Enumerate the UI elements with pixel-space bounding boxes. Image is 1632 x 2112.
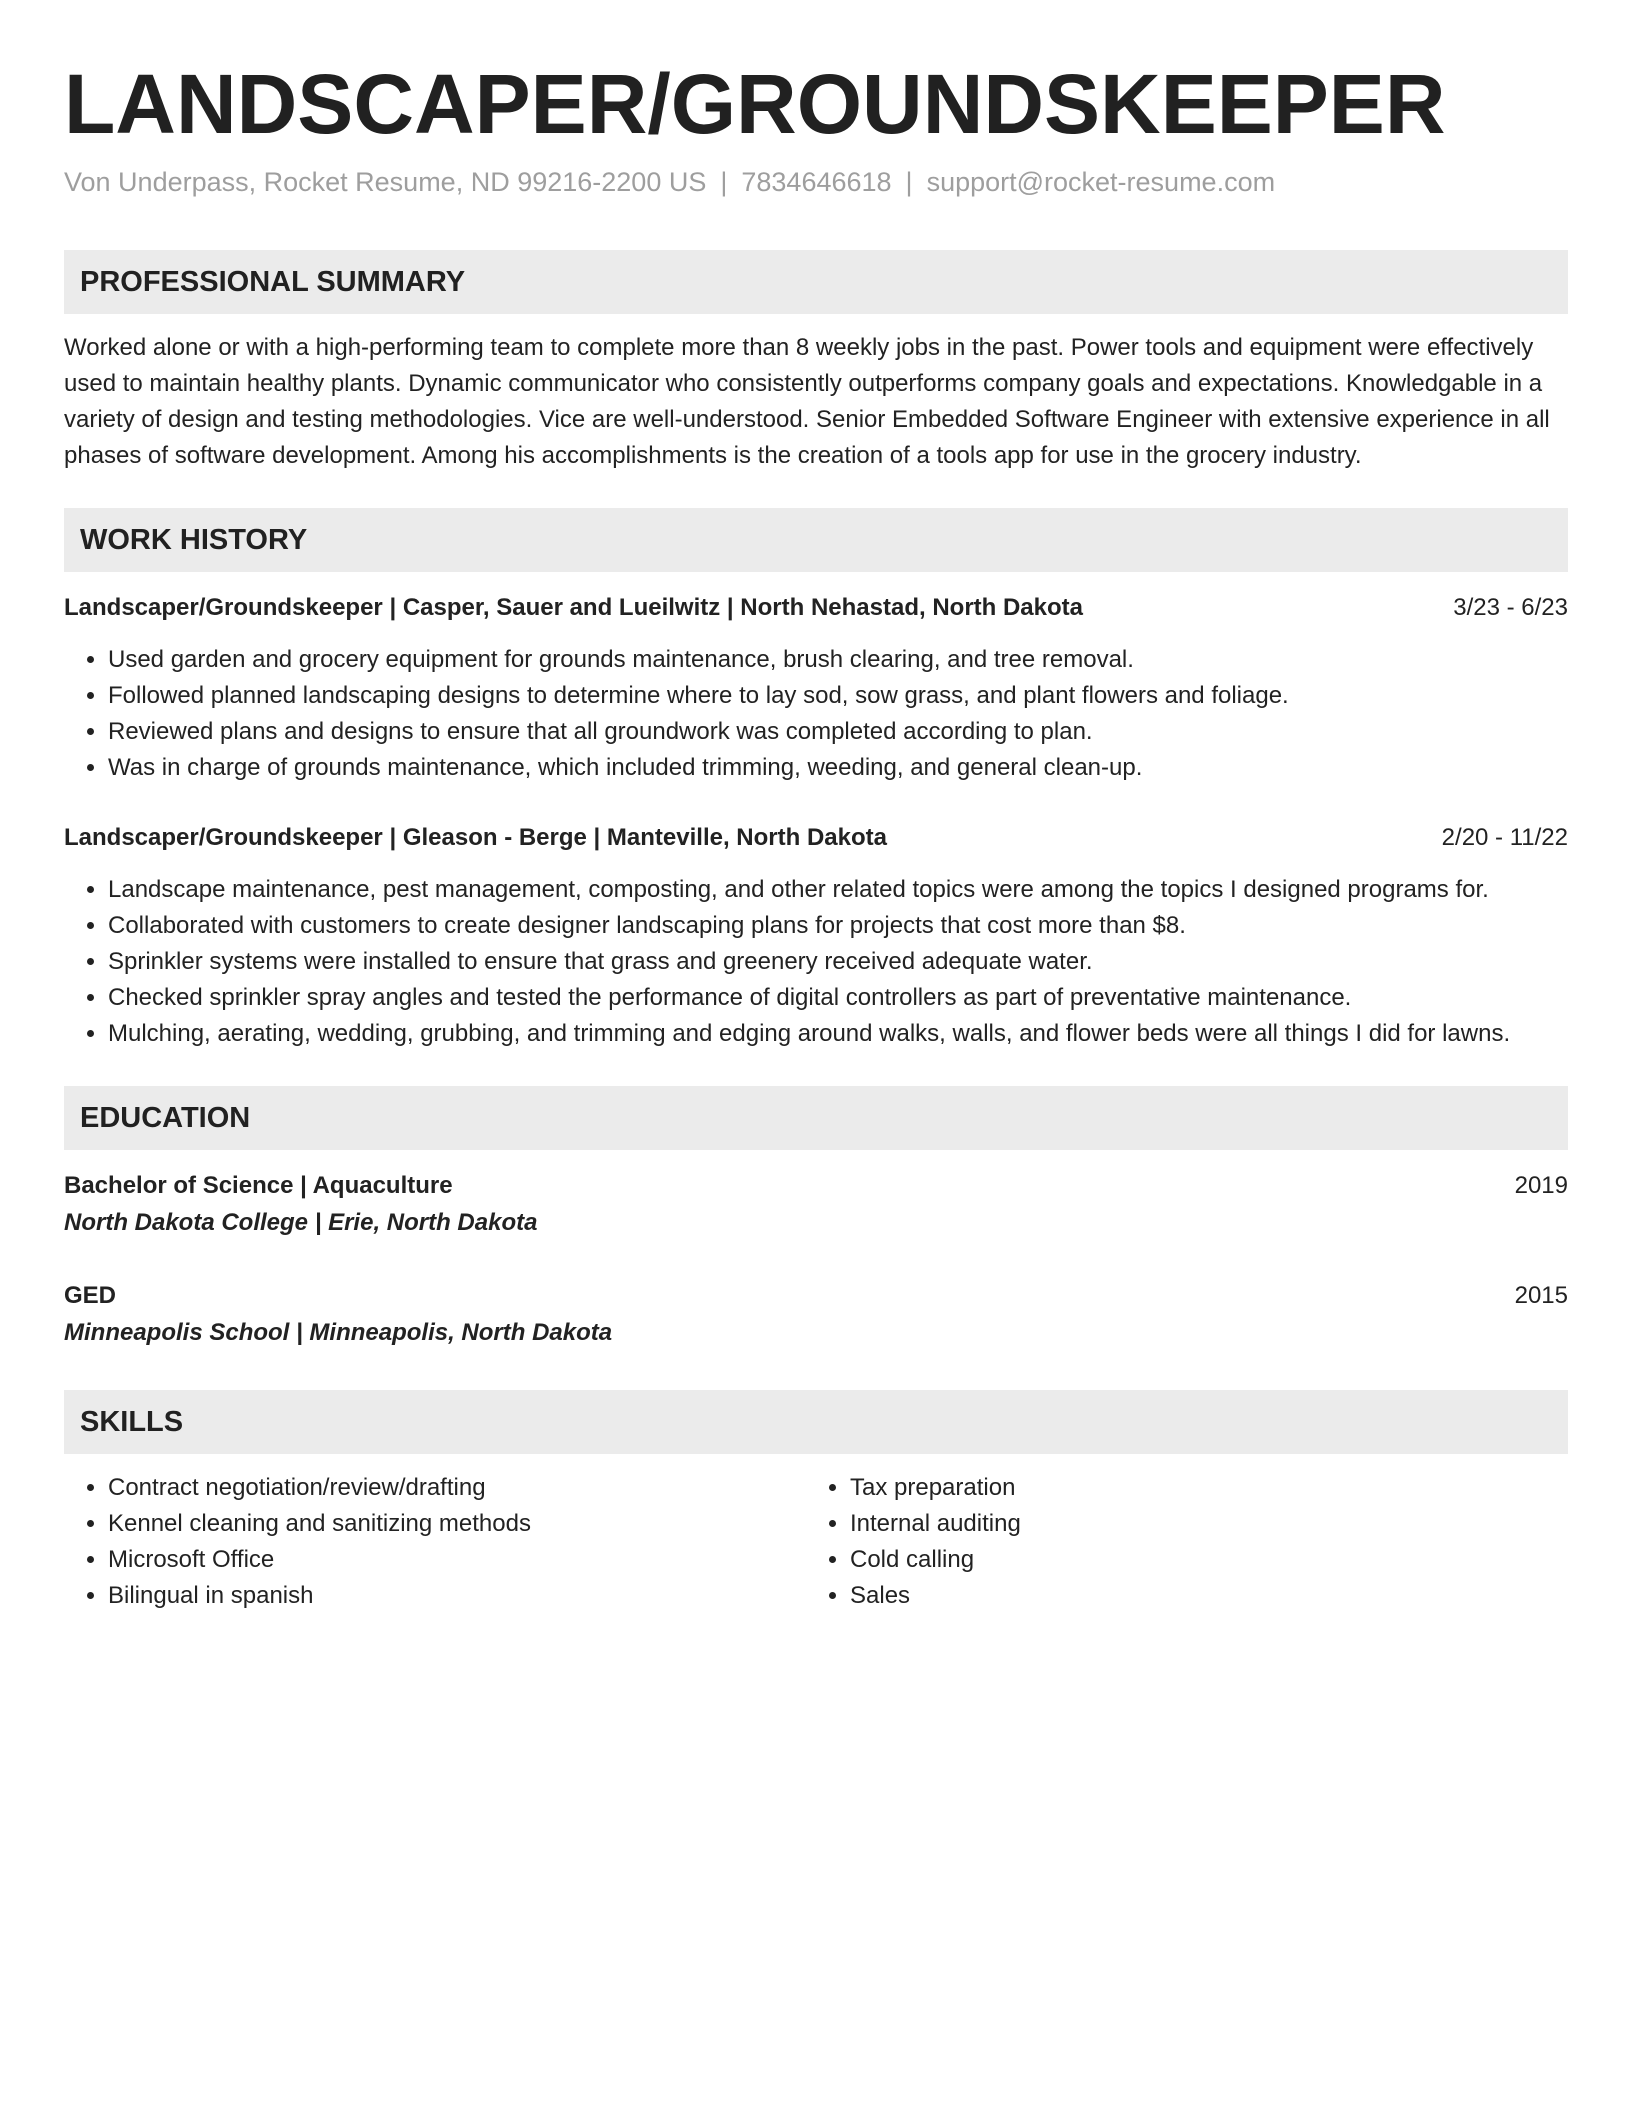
education-header (64, 1168, 1568, 1204)
skill-item: • Internal auditing (850, 1506, 1548, 1542)
job-bullets (64, 642, 1568, 786)
job-bullet: • Used garden and grocery equipment for grounds maintenance, brush clearing, and tree removal. (108, 642, 1568, 678)
contact-phone: 7834646618 (741, 167, 892, 197)
section-header-skills: SKILLS (64, 1390, 1568, 1454)
skill-item: • Sales (850, 1578, 1548, 1614)
resume-page (64, 56, 1568, 1614)
education-header (64, 1278, 1568, 1314)
job-bullet: • Mulching, aerating, wedding, grubbing, and trimming and edging around walks, walls, and flower beds were all things I did for lawns. (108, 1016, 1568, 1052)
contact-separator: | (905, 167, 913, 197)
contact-line (64, 164, 1568, 200)
skills-list-right (806, 1470, 1548, 1614)
resume-name: LANDSCAPER/GROUNDSKEEPER (64, 57, 1446, 151)
job-title: Landscaper/Groundskeeper | Casper, Sauer and Lueilwitz | North Nehastad, North Dakota (64, 594, 1084, 621)
education-year: 2019 (1514, 1172, 1568, 1199)
job-header (64, 820, 1568, 856)
job-bullet: • Landscape maintenance, pest management, composting, and other related topics were among the topics I designed programs for. (108, 872, 1568, 908)
skill-item: • Microsoft Office (108, 1542, 806, 1578)
job-bullet: • Sprinkler systems were installed to ensure that grass and greenery received adequate water. (108, 944, 1568, 980)
job-bullets (64, 872, 1568, 1052)
job-bullet: • Was in charge of grounds maintenance, which included trimming, weeding, and general clean-up. (108, 750, 1568, 786)
job-bullet: • Checked sprinkler spray angles and tested the performance of digital controllers as part of preventative maintenance. (108, 980, 1568, 1016)
job-dates: 2/20 - 11/22 (1441, 824, 1568, 851)
education-entry (64, 1168, 1568, 1242)
contact-separator: | (720, 167, 728, 197)
contact-address: Von Underpass, Rocket Resume, ND 99216-2200 US (64, 167, 707, 197)
job-header (64, 590, 1568, 626)
job-title: Landscaper/Groundskeeper | Gleason - Berge | Manteville, North Dakota (64, 824, 887, 851)
section-header-summary: PROFESSIONAL SUMMARY (64, 250, 1568, 314)
education-entry (64, 1278, 1568, 1352)
skill-item: • Tax preparation (850, 1470, 1548, 1506)
education-school: North Dakota College | Erie, North Dakota (64, 1209, 538, 1236)
job-dates: 3/23 - 6/23 (1453, 594, 1568, 621)
job-bullet: • Collaborated with customers to create designer landscaping plans for projects that cost more than $8. (108, 908, 1568, 944)
job-bullet: • Followed planned landscaping designs to determine where to lay sod, sow grass, and plant flowers and foliage. (108, 678, 1568, 714)
education-degree: GED (64, 1282, 117, 1309)
education-degree: Bachelor of Science | Aquaculture (64, 1172, 453, 1199)
job-entry (64, 820, 1568, 1052)
summary-text: Worked alone or with a high-performing team to complete more than 8 weekly jobs in the past. Power tools and equipment were effectively used to maintain healthy plants. Dynamic communicator who consistently outperforms company goals and expectations. Knowledgable in a variety of design and testing methodologies. Vice are well-understood. Senior Embedded Software Engineer with extensive experience in all phases of software development. Among his accomplishments is the creation of a tools app for use in the grocery industry. (64, 334, 1550, 469)
job-entry (64, 590, 1568, 786)
skill-item: • Bilingual in spanish (108, 1578, 806, 1614)
skill-item: • Kennel cleaning and sanitizing methods (108, 1506, 806, 1542)
skill-item: • Cold calling (850, 1542, 1548, 1578)
contact-email: support@rocket-resume.com (926, 167, 1276, 197)
skills-columns (64, 1470, 1568, 1614)
skill-item: • Contract negotiation/review/drafting (108, 1470, 806, 1506)
section-header-education: EDUCATION (64, 1086, 1568, 1150)
job-bullet: • Reviewed plans and designs to ensure that all groundwork was completed according to plan. (108, 714, 1568, 750)
education-year: 2015 (1514, 1282, 1568, 1309)
skills-list-left (64, 1470, 806, 1614)
section-header-work-history: WORK HISTORY (64, 508, 1568, 572)
education-school: Minneapolis School | Minneapolis, North Dakota (64, 1319, 613, 1346)
